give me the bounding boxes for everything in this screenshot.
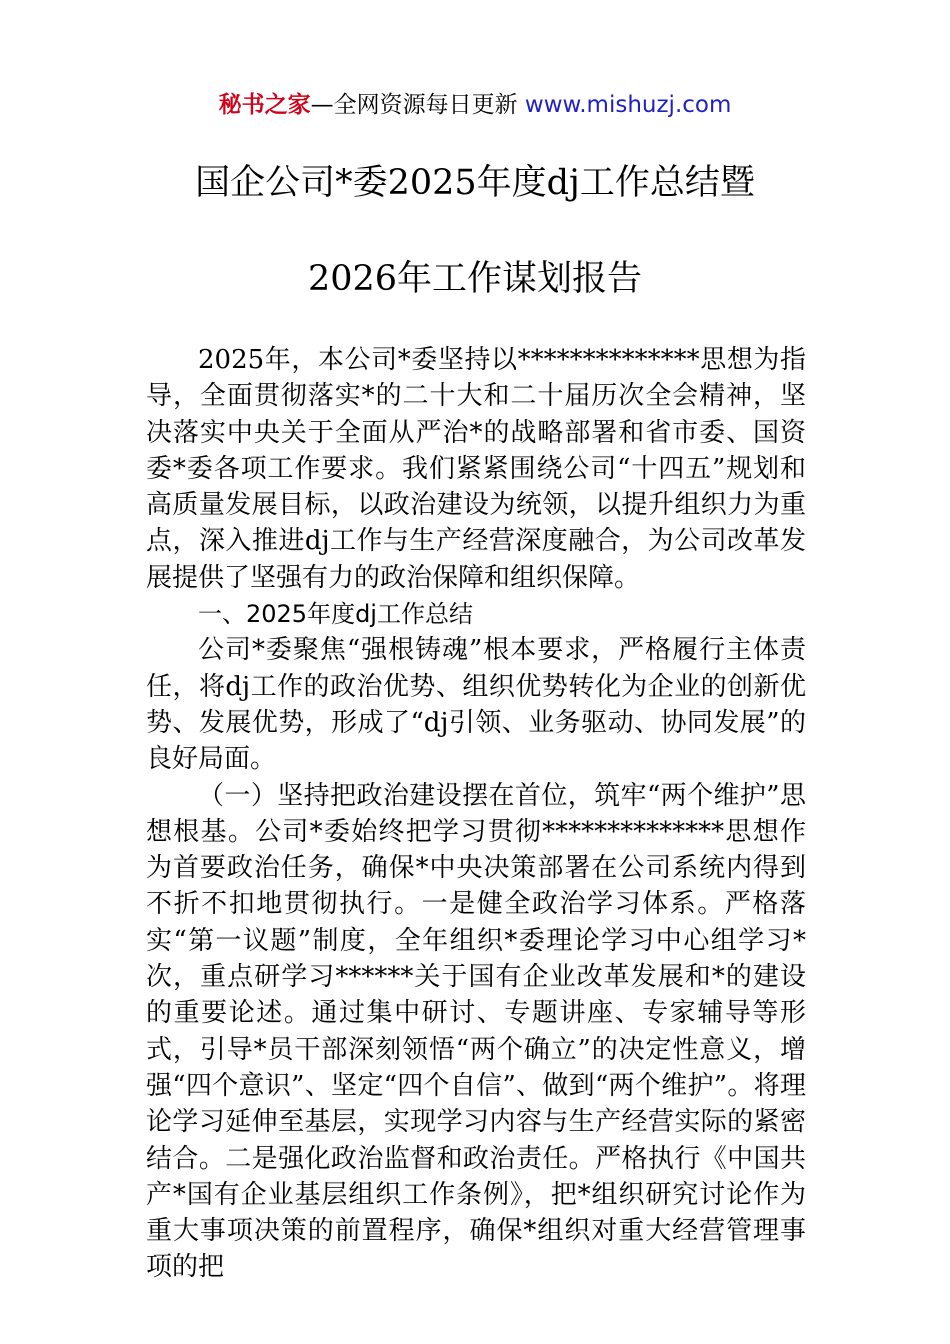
document-body xyxy=(146,342,806,1286)
site-tagline: —全网资源每日更新 xyxy=(310,92,525,118)
document-title-line-2: 2026年工作谋划报告 xyxy=(307,259,643,299)
site-url-link[interactable]: www.mishuzj.com xyxy=(524,92,732,118)
summary-paragraph: 公司*委聚焦“强根铸魂”根本要求，严格履行主体责任，将dj工作的政治优势、组织优势转化为企业的创新优势、发展优势，形成了“dj引领、业务驱动、协同发展”的良好局面。 xyxy=(146,635,806,775)
site-header xyxy=(0,88,950,122)
subsection-paragraph: （一）坚持把政治建设摆在首位，筑牢“两个维护”思想根基。公司*委始终把学习贯彻**************思想作为首要政治任务，确保*中央决策部署在公司系统内得到不折不扣地贯彻执行。一是健全政治学习体系。严格落实“第一议题”制度，全年组织*委理论学习中心组学习*次，重点研学习******关于国有企业改革发展和*的建设的重要论述。通过集中研讨、专题讲座、专家辅导等形式，引导*员干部深刻领悟“两个确立”的决定性意义，增强“四个意识”、坚定“四个自信”、做到“两个维护”。将理论学习延伸至基层，实现学习内容与生产经营实际的紧密结合。二是强化政治监督和政治责任。严格执行《中国共产*国有企业基层组织工作条例》，把*组织研究讨论作为重大事项决策的前置程序，确保*组织对重大经营管理事项的把 xyxy=(146,780,806,1283)
brand-name: 秘书之家 xyxy=(218,92,311,118)
document-title-line-1: 国企公司*委2025年度dj工作总结暨 xyxy=(195,163,755,203)
section-heading: 一、2025年度dj工作总结 xyxy=(198,600,473,629)
intro-paragraph: 2025年，本公司*委坚持以**************思想为指导，全面贯彻落实*的二十大和二十届历次全会精神，坚决落实中央关于全面从严治*的战略部署和省市委、国资委*委各项工作要求。我们紧紧围绕公司“十四五”规划和高质量发展目标，以政治建设为统领，以提升组织力为重点，深入推进dj工作与生产经营深度融合，为公司改革发展提供了坚强有力的政治保障和组织保障。 xyxy=(146,345,806,593)
